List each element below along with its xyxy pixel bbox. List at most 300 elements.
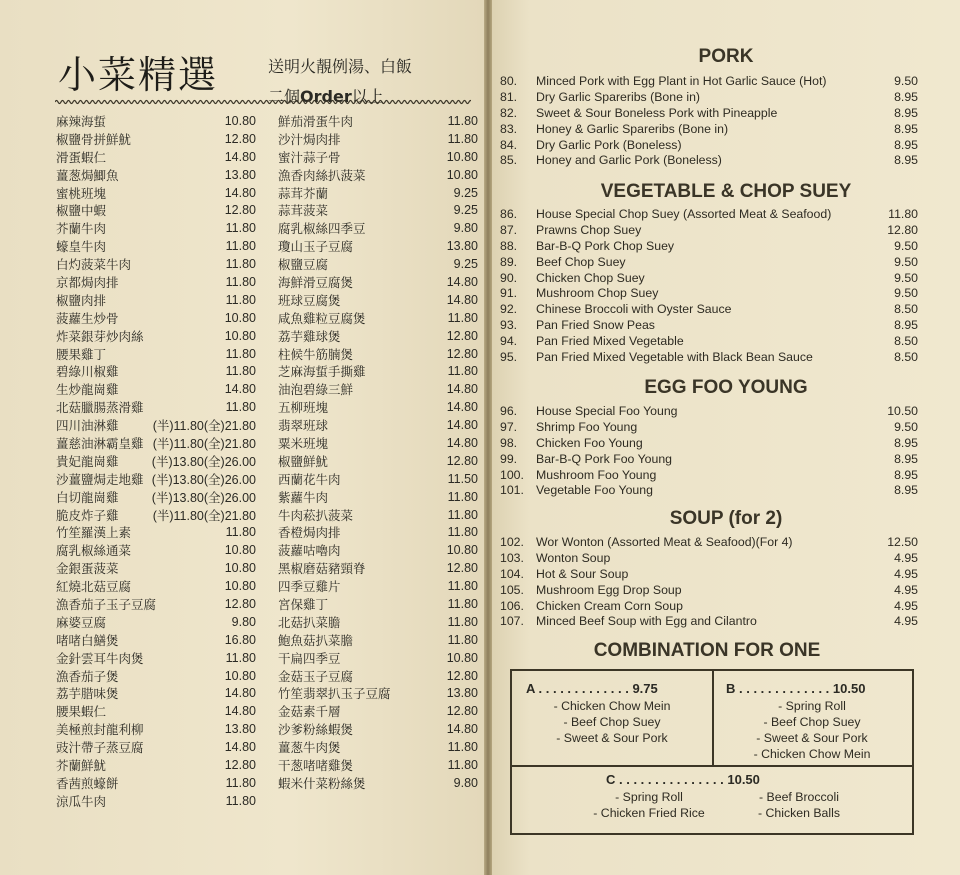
item-name: 蒜茸菠菜 (278, 203, 329, 219)
chinese-menu-item (56, 720, 256, 738)
item-name: 白灼菠菜牛肉 (56, 257, 132, 273)
chinese-menu-item (56, 685, 256, 703)
order-minimum-note: 二個Order以上 (268, 87, 384, 106)
item-price: 4.95 (894, 614, 918, 629)
item-price: 13.80 (224, 167, 256, 182)
item-name: Minced Beef Soup with Egg and Cilantro (536, 614, 757, 629)
item-price: (半)13.80(全)26.00 (151, 490, 256, 505)
combo-a-price: 9.75 (632, 681, 658, 696)
item-price: 11.80 (447, 614, 478, 629)
item-price: 9.80 (453, 221, 478, 236)
chinese-menu-item (278, 649, 478, 667)
menu-item (500, 121, 918, 137)
chinese-menu-item (56, 327, 256, 345)
item-number: 81. (500, 89, 518, 104)
item-price: 13.80 (446, 686, 478, 701)
item-number: 105. (500, 582, 524, 597)
egg-foo-young-heading: EGG FOO YOUNG (644, 377, 808, 398)
item-name: 香橙焗肉排 (278, 525, 341, 541)
chinese-menu-item (278, 559, 478, 577)
item-price: 11.80 (225, 793, 256, 808)
item-name: Minced Pork with Egg Plant in Hot Garlic Sauce (Hot) (536, 73, 827, 88)
item-name: 咸魚雞粒豆腐煲 (278, 310, 366, 326)
item-price: 14.80 (446, 274, 478, 289)
english-menu-page (492, 0, 960, 875)
chinese-menu-item (56, 649, 256, 667)
item-name: 北菇臘腸蒸滑雞 (56, 400, 144, 416)
combination-box (510, 669, 914, 835)
item-price: 14.80 (224, 740, 256, 755)
item-price: 11.80 (447, 525, 478, 540)
item-number: 95. (500, 349, 518, 364)
combo-b-header: B . . . . . . . . . . . . . 10.50 (726, 681, 866, 696)
item-price: 14.80 (446, 418, 478, 433)
item-name: 蜜桃班塊 (56, 185, 107, 201)
item-name: 蜜汁蒜子骨 (278, 149, 341, 165)
item-name: 漁香肉絲扒菠菜 (278, 167, 366, 183)
item-name: 涼瓜牛肉 (56, 793, 107, 809)
item-price: 9.80 (231, 614, 256, 629)
item-name: Honey & Garlic Spareribs (Bone in) (536, 121, 729, 136)
chinese-menu-item (56, 273, 256, 291)
item-name: Chicken Chop Suey (536, 270, 645, 285)
chinese-menu-item (56, 667, 256, 685)
combo-item: - Beef Chop Suey (563, 715, 661, 729)
pork-list (500, 73, 918, 168)
combo-item: - Beef Chop Suey (763, 715, 861, 729)
item-number: 106. (500, 598, 524, 613)
item-number: 104. (500, 566, 524, 581)
item-name: 貴妃龍崗雞 (56, 453, 119, 469)
combo-item: - Sweet & Sour Pork (556, 731, 668, 745)
item-number: 96. (500, 403, 518, 418)
chinese-menu-item (56, 184, 256, 202)
chinese-menu-item (278, 523, 478, 541)
item-name: 麻婆豆腐 (56, 614, 107, 630)
item-name: 鮮茄滑蛋牛肉 (278, 113, 354, 129)
combo-item: - Chicken Fried Rice (593, 806, 705, 820)
item-price: 10.80 (224, 579, 256, 594)
item-name: 生炒龍崗雞 (56, 382, 119, 398)
menu-item (500, 613, 918, 629)
menu-item (500, 482, 918, 498)
chinese-menu-item (278, 416, 478, 434)
item-name: 菠蘿咕嚕肉 (278, 543, 341, 559)
item-price: (半)11.80(全)21.80 (152, 508, 256, 523)
chinese-menu-item (56, 631, 256, 649)
soup-rice-note: 送明火靚例湯、白飯 (268, 57, 413, 76)
item-price: 11.80 (447, 740, 478, 755)
item-name: 海鮮滑豆腐煲 (278, 274, 354, 290)
item-number: 82. (500, 105, 518, 120)
menu-item (500, 598, 918, 614)
chinese-menu-item (56, 523, 256, 541)
item-name: 黑椒磨菇豬頸脊 (278, 561, 366, 577)
item-name: 紅燒北菇豆腐 (56, 579, 132, 595)
chinese-menu-item (278, 184, 478, 202)
item-price: 11.80 (225, 239, 256, 254)
item-number: 84. (500, 137, 518, 152)
chinese-menu-item (278, 470, 478, 488)
item-name: 蒜茸芥蘭 (278, 185, 329, 201)
chinese-menu-item (278, 685, 478, 703)
item-name: 干葱啫啫雞煲 (278, 758, 354, 774)
item-name: Dry Garlic Pork (Boneless) (536, 137, 682, 152)
item-price: 11.80 (447, 364, 478, 379)
combo-item: - Sweet & Sour Pork (756, 731, 868, 745)
menu-item (500, 534, 918, 550)
chinese-menu-item (278, 309, 478, 327)
item-name: Pan Fried Snow Peas (536, 318, 655, 333)
chinese-menu-item (56, 201, 256, 219)
item-name: 金針雲耳牛肉煲 (56, 650, 144, 666)
chinese-menu-item (278, 434, 478, 452)
item-name: 柱候牛筋腩煲 (278, 346, 354, 362)
item-price: 14.80 (224, 686, 256, 701)
item-name: 京都焗肉排 (56, 274, 119, 290)
item-price: 10.80 (224, 328, 256, 343)
item-name: 漁香茄子玉子豆腐 (56, 597, 157, 612)
item-price: 10.80 (446, 149, 478, 164)
item-price: 12.80 (446, 346, 478, 361)
item-number: 98. (500, 435, 518, 450)
item-price: 14.80 (446, 722, 478, 737)
item-name: 豉汁帶子蒸豆腐 (56, 740, 144, 756)
chinese-menu-item (56, 488, 256, 506)
chinese-menu-item (56, 130, 256, 148)
item-name: 北菇扒菜膽 (278, 614, 341, 630)
chinese-menu-item (278, 148, 478, 166)
item-price: 11.80 (225, 346, 256, 361)
item-number: 100. (500, 467, 524, 482)
chinese-menu-item (56, 219, 256, 237)
item-price: 10.80 (446, 543, 478, 558)
item-name: 竹笙羅漢上素 (56, 525, 132, 541)
chinese-menu-item (56, 577, 256, 595)
item-price: 8.95 (894, 121, 918, 136)
item-price: 11.80 (447, 310, 478, 325)
item-name: 鮑魚菇扒菜膽 (278, 632, 354, 648)
item-name: 沙爹粉絲蝦煲 (278, 722, 354, 738)
item-price: 11.80 (447, 632, 478, 647)
chinese-menu-item (278, 595, 478, 613)
item-price: 12.50 (887, 534, 918, 549)
item-name: Pan Fried Mixed Vegetable (536, 334, 684, 349)
chinese-menu-item (56, 380, 256, 398)
item-price: 14.80 (224, 704, 256, 719)
item-price: 9.50 (894, 270, 918, 285)
item-price: 8.95 (894, 89, 918, 104)
item-price: (半)11.80(全)21.80 (152, 436, 256, 451)
chinese-menu-item (278, 488, 478, 506)
item-number: 107. (500, 614, 524, 629)
item-name: 薑慈油淋霸皇雞 (56, 435, 144, 451)
chinese-menu-item (56, 738, 256, 756)
combo-item: - Chicken Chow Mein (753, 747, 871, 761)
chinese-section-title: 小菜精選 (58, 53, 219, 97)
item-number: 102. (500, 534, 524, 549)
item-name: 菠蘿生炒骨 (56, 310, 119, 326)
item-name: 椒鹽鮮魷 (278, 453, 329, 469)
item-price: 12.80 (224, 203, 256, 218)
item-price: 9.25 (453, 257, 478, 272)
item-name: 芝麻海蜇手撕雞 (278, 364, 366, 380)
chinese-menu-item (278, 130, 478, 148)
item-price: 11.80 (447, 507, 478, 522)
item-name: House Special Foo Young (536, 403, 678, 418)
menu-item (500, 317, 918, 333)
item-price: 4.95 (894, 550, 918, 565)
menu-item (500, 137, 918, 153)
item-name: Wor Wonton (Assorted Meat & Seafood)(For 4) (536, 534, 793, 549)
item-price: 8.50 (894, 302, 918, 317)
chinese-menu-item (278, 362, 478, 380)
item-name: 五柳班塊 (278, 400, 329, 416)
chinese-menu-item (278, 702, 478, 720)
item-price: 11.50 (447, 471, 478, 486)
menu-item (500, 206, 918, 222)
item-name: 椒鹽肉排 (56, 292, 107, 308)
wavy-divider (55, 98, 471, 106)
item-name: 四川油淋雞 (56, 418, 119, 434)
item-name: Bar-B-Q Pork Chop Suey (536, 238, 675, 253)
item-name: 碧綠川椒雞 (56, 364, 119, 380)
chinese-menu-item (278, 577, 478, 595)
item-name: Beef Chop Suey (536, 254, 626, 269)
chinese-menu-item (278, 219, 478, 237)
item-name: 油泡碧綠三鮮 (278, 382, 354, 398)
chinese-menu-item (278, 613, 478, 631)
item-price: 11.80 (225, 400, 256, 415)
chinese-menu-item (278, 452, 478, 470)
item-number: 80. (500, 73, 518, 88)
chinese-menu-item (278, 541, 478, 559)
chinese-menu-item (278, 112, 478, 130)
item-price: 4.95 (894, 598, 918, 613)
item-price: 13.80 (446, 239, 478, 254)
item-price: 8.95 (894, 318, 918, 333)
item-name: Mushroom Egg Drop Soup (536, 582, 682, 597)
menu-item (500, 285, 918, 301)
item-name: 椒鹽中蝦 (56, 203, 107, 219)
combo-item: - Spring Roll (778, 699, 846, 713)
chinese-menu-item (278, 201, 478, 219)
item-name: Wonton Soup (536, 550, 611, 565)
item-number: 87. (500, 222, 518, 237)
item-name: 牛肉菘扒菠菜 (278, 507, 354, 523)
item-number: 89. (500, 254, 518, 269)
menu-item (500, 550, 918, 566)
item-price: 10.80 (224, 310, 256, 325)
combo-c-items-right (724, 789, 874, 821)
item-name: 美極煎封龍利柳 (56, 722, 144, 738)
item-price: 9.50 (894, 73, 918, 88)
item-name: 腐乳椒絲四季豆 (278, 221, 366, 237)
menu-item (500, 105, 918, 121)
item-name: Chicken Cream Corn Soup (536, 598, 683, 613)
item-price: (半)13.80(全)26.00 (151, 472, 256, 487)
item-name: 紫蘿牛肉 (278, 489, 329, 505)
chinese-menu-item (56, 362, 256, 380)
combo-c-items-left (574, 789, 724, 821)
chinese-menu-item (56, 792, 256, 810)
item-name: 薑葱牛肉煲 (278, 740, 341, 756)
item-name: 班球豆腐煲 (278, 292, 341, 308)
item-name: 麻辣海蜇 (56, 113, 107, 129)
item-price: 10.80 (224, 668, 256, 683)
item-price: 8.95 (894, 137, 918, 152)
item-price: 9.25 (453, 185, 478, 200)
menu-item (500, 333, 918, 349)
item-name: Sweet & Sour Boneless Pork with Pineapple (536, 105, 778, 120)
chinese-menu-item (278, 506, 478, 524)
item-name: Hot & Sour Soup (536, 566, 629, 581)
chinese-menu-column-2 (278, 112, 478, 792)
item-name: 金菇素千層 (278, 704, 341, 720)
item-name: Shrimp Foo Young (536, 419, 638, 434)
chinese-menu-item (278, 738, 478, 756)
item-price: 12.80 (224, 758, 256, 772)
item-number: 92. (500, 302, 518, 317)
chinese-menu-item (56, 506, 256, 524)
item-price: 10.80 (224, 113, 256, 128)
item-price: 10.80 (224, 561, 256, 576)
page-fold (484, 0, 492, 875)
item-price: 11.80 (225, 292, 256, 307)
egg-foo-young-list (500, 403, 918, 498)
item-price: 8.50 (894, 349, 918, 364)
item-price: 9.50 (894, 419, 918, 434)
item-price: 14.80 (446, 382, 478, 397)
item-price: 10.50 (887, 403, 918, 418)
item-name: Mushroom Foo Young (536, 467, 657, 482)
item-price: 8.95 (894, 483, 918, 498)
chinese-menu-item (56, 345, 256, 363)
item-price: 14.80 (224, 382, 256, 397)
item-name: Mushroom Chop Suey (536, 286, 659, 301)
chinese-menu-item (56, 452, 256, 470)
combo-b-price: 10.50 (832, 681, 866, 696)
item-price: 14.80 (446, 435, 478, 450)
item-name: 竹笙翡翠扒玉子豆腐 (278, 686, 391, 702)
soup-list (500, 534, 918, 629)
item-number: 94. (500, 334, 518, 349)
item-price: 8.95 (894, 153, 918, 168)
chinese-menu-item (56, 559, 256, 577)
item-name: 滑蛋蝦仁 (56, 149, 107, 165)
item-price: 11.80 (225, 257, 256, 272)
combo-a-items (512, 698, 712, 746)
combo-c-header: C . . . . . . . . . . . . . . . 10.50 (606, 772, 760, 787)
item-price: 12.80 (224, 596, 256, 611)
menu-item (500, 467, 918, 483)
item-name: 翡翠班球 (278, 418, 329, 434)
item-price: 9.50 (894, 238, 918, 253)
chinese-menu-item (56, 237, 256, 255)
item-number: 88. (500, 238, 518, 253)
item-price: 12.80 (446, 704, 478, 719)
item-name: 啫啫白鱔煲 (56, 632, 119, 648)
item-number: 91. (500, 286, 518, 301)
vegetable-chop-suey-heading: VEGETABLE & CHOP SUEY (600, 181, 852, 202)
item-name: 荔芋雞球煲 (278, 328, 341, 344)
item-price: 11.80 (888, 206, 918, 221)
item-price: (半)11.80(全)21.80 (152, 419, 256, 434)
combo-divider-horizontal (512, 765, 912, 767)
item-name: 香茜煎蠔餅 (56, 775, 119, 791)
item-price: 11.80 (225, 364, 256, 379)
item-price: 16.80 (224, 632, 256, 647)
chinese-menu-item (278, 291, 478, 309)
item-price: 10.80 (446, 167, 478, 182)
item-price: 9.80 (453, 775, 478, 790)
menu-item (500, 419, 918, 435)
item-name: Chicken Foo Young (536, 435, 643, 450)
item-number: 103. (500, 550, 524, 565)
item-number: 97. (500, 419, 518, 434)
item-name: 腰果蝦仁 (56, 704, 107, 720)
item-name: 椒鹽豆腐 (278, 257, 329, 273)
chinese-menu-item (278, 720, 478, 738)
item-price: 12.80 (446, 453, 478, 468)
chinese-menu-column-1 (56, 112, 256, 810)
item-name: 西蘭花牛肉 (278, 471, 341, 487)
item-name: 金銀蛋菠菜 (56, 561, 119, 577)
chinese-menu-item (56, 595, 256, 613)
item-name: 椒鹽骨拼鮮魷 (56, 131, 132, 147)
item-price: 10.80 (224, 543, 256, 558)
combo-c-price: 10.50 (727, 772, 760, 787)
item-price: 12.80 (887, 222, 918, 237)
chinese-menu-item (278, 631, 478, 649)
chinese-menu-item (56, 756, 256, 774)
item-price: 12.80 (446, 668, 478, 683)
menu-item (500, 270, 918, 286)
menu-item (500, 301, 918, 317)
soup-heading: SOUP (for 2) (669, 508, 783, 529)
item-price: 9.50 (894, 254, 918, 269)
item-price: 11.80 (447, 758, 478, 772)
item-price: 8.95 (894, 467, 918, 482)
item-number: 86. (500, 206, 518, 221)
item-price: 14.80 (446, 400, 478, 415)
item-name: 漁香茄子煲 (56, 668, 119, 684)
menu-item (500, 435, 918, 451)
item-name: 腰果雞丁 (56, 346, 107, 362)
menu-item (500, 254, 918, 270)
item-price: 4.95 (894, 582, 918, 597)
chinese-menu-item (278, 273, 478, 291)
menu-item (500, 566, 918, 582)
item-price: (半)13.80(全)26.00 (151, 454, 256, 469)
item-number: 99. (500, 451, 518, 466)
chinese-menu-item (278, 255, 478, 273)
item-name: 瓊山玉子豆腐 (278, 239, 354, 255)
item-name: 粟米班塊 (278, 435, 329, 451)
item-number: 85. (500, 153, 518, 168)
chinese-menu-item (56, 613, 256, 631)
item-price: 11.80 (225, 775, 256, 790)
item-price: 11.80 (447, 113, 478, 128)
combo-b-items (712, 698, 912, 762)
item-name: 金菇玉子豆腐 (278, 668, 354, 684)
menu-item (500, 582, 918, 598)
item-price: 11.80 (447, 579, 478, 594)
item-name: 脆皮炸子雞 (56, 507, 119, 523)
chinese-menu-item (56, 112, 256, 130)
menu-item (500, 403, 918, 419)
item-price: 14.80 (224, 185, 256, 200)
